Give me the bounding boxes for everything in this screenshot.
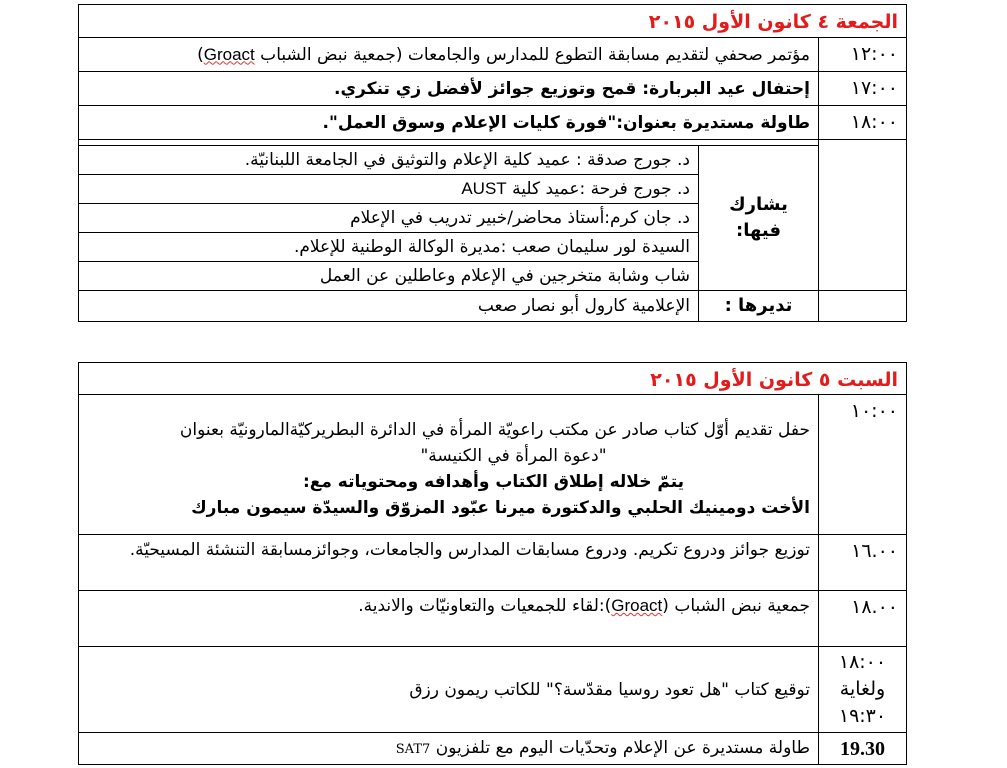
empty-cell (819, 146, 907, 291)
time-cell: ١٨:٠٠ ولغاية ١٩:٣٠ (819, 647, 907, 733)
participant-item: د. جورج فرحة :عميد كلية AUST (79, 175, 699, 204)
saturday-schedule-table (78, 362, 907, 765)
event-text: طاولة مستديرة عن الإعلام وتحدّيات اليوم مع تلفزيون SAT7 (79, 733, 819, 765)
time-cell: ١٢:٠٠ (819, 38, 907, 72)
time-cell: 19.30 (819, 733, 907, 765)
event-text: مؤتمر صحفي لتقديم مسابقة التطوع للمدارس والجامعات (جمعية نبض الشباب Groact) (79, 38, 819, 72)
friday-title: الجمعة ٤ كانون الأول ٢٠١٥ (79, 5, 907, 38)
participants-label: يشارك فيها: (699, 146, 819, 291)
event-text: توزيع جوائز ودروع تكريم. ودروع مسابقات المدارس والجامعات، وجوائزمسابقة التنشئة المسيحيّة. (79, 535, 819, 591)
event-text: توقيع كتاب "هل تعود روسيا مقدّسة؟" للكاتب ريمون رزق (79, 647, 819, 733)
friday-schedule-table (78, 4, 907, 322)
participant-item: د. جورج صدقة : عميد كلية الإعلام والتوثيق في الجامعة اللبنانيّة. (79, 146, 699, 175)
event-text: جمعية نبض الشباب (Groact):لقاء للجمعيات والتعاونيّات والاندية. (79, 591, 819, 647)
time-cell: ١٠:٠٠ (819, 395, 907, 535)
participant-item: السيدة لور سليمان صعب :مديرة الوكالة الوطنية للإعلام. (79, 233, 699, 262)
participant-item: د. جان كرم:أستاذ محاضر/خبير تدريب في الإعلام (79, 204, 699, 233)
participant-item: شاب وشابة متخرجين في الإعلام وعاطلين عن العمل (79, 262, 699, 291)
time-cell: ١٧:٠٠ (819, 72, 907, 106)
event-text: حفل تقديم أوّل كتاب صادر عن مكتب راعويّة المرأة في الدائرة البطريركيّةالمارونيّة بعنوان "دعوة المرأة في الكنيسة" يتمّ خلاله إطلاق الكتاب وأهدافه ومحتوياته مع: الأخت دومينيك الحلبي والدكتورة ميرنا عبّود المزوّق والسيدّة سيمون مبارك (79, 395, 819, 535)
empty-cell (819, 291, 907, 322)
time-cell: ١٨:٠٠ (819, 106, 907, 140)
time-cell: ١٨.٠٠ (819, 591, 907, 647)
moderator-label: تديرها : (699, 291, 819, 322)
moderator-name: الإعلامية كارول أبو نصار صعب (79, 291, 699, 322)
time-cell: ١٦.٠٠ (819, 535, 907, 591)
saturday-title: السبت ٥ كانون الأول ٢٠١٥ (79, 363, 907, 395)
event-text: إحتفال عيد البربارة: قمح وتوزيع جوائز لأفضل زي تنكري. (79, 72, 819, 106)
event-text: طاولة مستديرة بعنوان:"فورة كليات الإعلام وسوق العمل". (79, 106, 819, 140)
